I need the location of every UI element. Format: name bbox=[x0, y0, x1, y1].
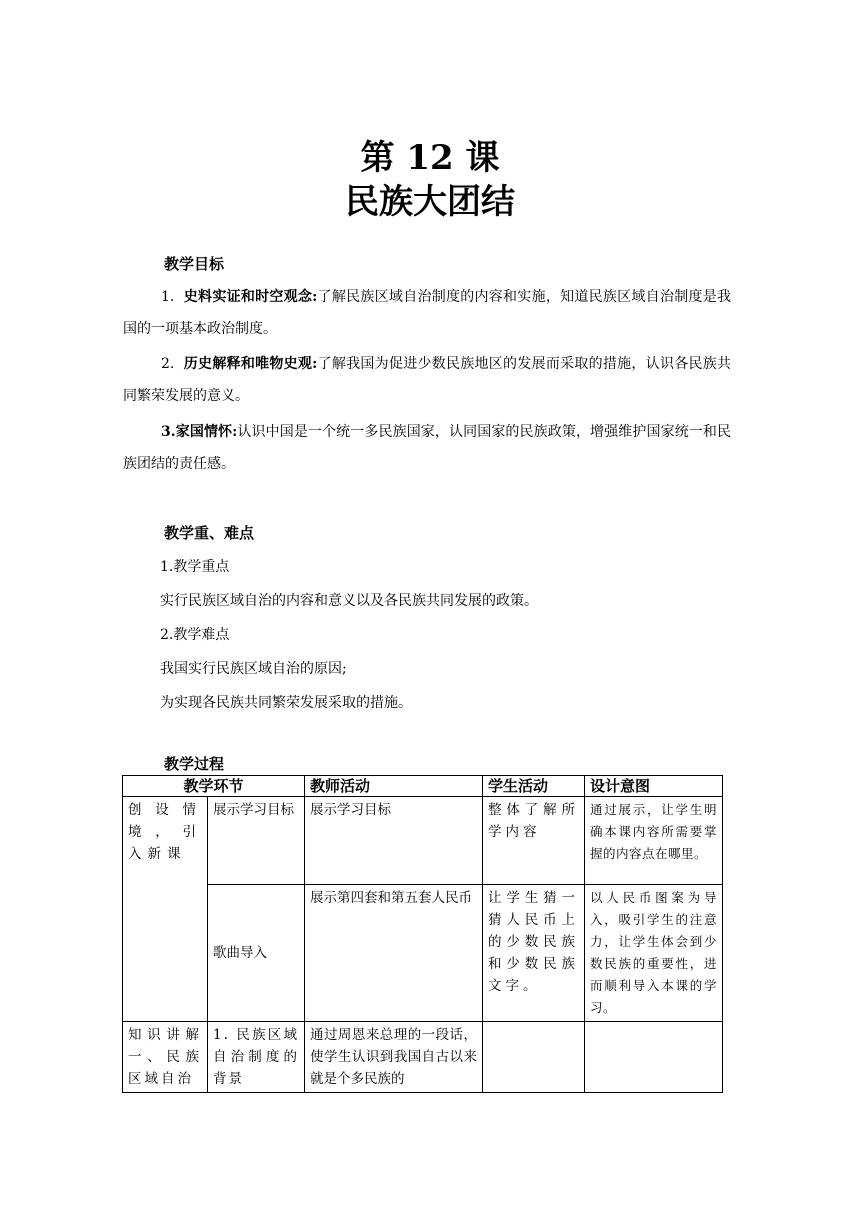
difficulty-line-2: 为实现各民族共同繁荣发展采取的措施。 bbox=[160, 695, 412, 711]
table-row bbox=[123, 1022, 723, 1093]
objective-text: 了解民族区域自治制度的内容和实施，知道民族区域自治制度是我国的一项基本政治制度。 bbox=[123, 289, 731, 337]
key-points-heading: 教学重、难点 bbox=[164, 524, 255, 542]
column-header-student: 学生活动 bbox=[483, 776, 585, 797]
step-cell: 1. 民族区域自治制度的背景 bbox=[208, 1022, 305, 1093]
table-row bbox=[123, 797, 723, 885]
stage-cell: 创设情境，引入新课 bbox=[123, 797, 208, 1022]
design-cell bbox=[585, 1022, 723, 1093]
student-cell bbox=[483, 1022, 585, 1093]
process-heading: 教学过程 bbox=[164, 755, 225, 773]
column-header-teacher: 教师活动 bbox=[305, 776, 483, 797]
objective-text: 认识中国是一个统一多民族国家，认同国家的民族政策，增强维护国家统一和民族团结的责任感。 bbox=[123, 424, 732, 472]
teacher-cell: 展示第四套和第五套人民币 bbox=[305, 885, 483, 1022]
objective-item-1 bbox=[123, 281, 731, 345]
column-header-stage: 教学环节 bbox=[123, 776, 305, 797]
objective-label: 史料实证和时空观念: bbox=[183, 289, 318, 305]
objective-label: 家国情怀: bbox=[175, 424, 238, 440]
table-header-row bbox=[123, 776, 723, 797]
design-cell: 以人民币图案为导入，吸引学生的注意力，让学生体会到少数民族的重要性，进而顺利导入本课的学习。 bbox=[585, 885, 723, 1022]
stage-cell: 知识讲解一、民族区域自治 bbox=[123, 1022, 208, 1093]
teacher-cell: 通过周恩来总理的一段话，使学生认识到我国自古以来就是个多民族的 bbox=[305, 1022, 483, 1093]
teacher-cell: 展示学习目标 bbox=[305, 797, 483, 885]
objective-item-2 bbox=[123, 348, 731, 412]
lesson-title: 民族大团结 bbox=[345, 182, 515, 222]
objective-num: 2. bbox=[161, 356, 175, 372]
step-cell: 展示学习目标 bbox=[208, 797, 305, 885]
objectives-heading: 教学目标 bbox=[164, 255, 225, 273]
objective-num: 1. bbox=[161, 289, 175, 305]
objective-num: 3. bbox=[161, 424, 176, 440]
objective-text: 了解我国为促进少数民族地区的发展而采取的措施，认识各民族共同繁荣发展的意义。 bbox=[123, 356, 731, 404]
lesson-number: 第 12 课 bbox=[360, 138, 500, 178]
objective-label: 历史解释和唯物史观: bbox=[183, 356, 318, 372]
objective-item-3 bbox=[123, 416, 731, 480]
focus-label: 1.教学重点 bbox=[160, 559, 230, 575]
difficulty-label: 2.教学难点 bbox=[160, 627, 230, 643]
step-cell: 歌曲导入 bbox=[208, 885, 305, 1022]
table-row bbox=[123, 885, 723, 1022]
design-cell: 通过展示，让学生明确本课内容所需要掌握的内容点在哪里。 bbox=[585, 797, 723, 885]
student-cell: 让学生猜一猜人民币上的少数民族和少数民族文字。 bbox=[483, 885, 585, 1022]
focus-text: 实行民族区域自治的内容和意义以及各民族共同发展的政策。 bbox=[160, 593, 538, 609]
column-header-design: 设计意图 bbox=[585, 776, 723, 797]
process-table bbox=[122, 775, 723, 1093]
difficulty-line-1: 我国实行民族区域自治的原因; bbox=[160, 661, 347, 677]
student-cell: 整体了解所学内容 bbox=[483, 797, 585, 885]
